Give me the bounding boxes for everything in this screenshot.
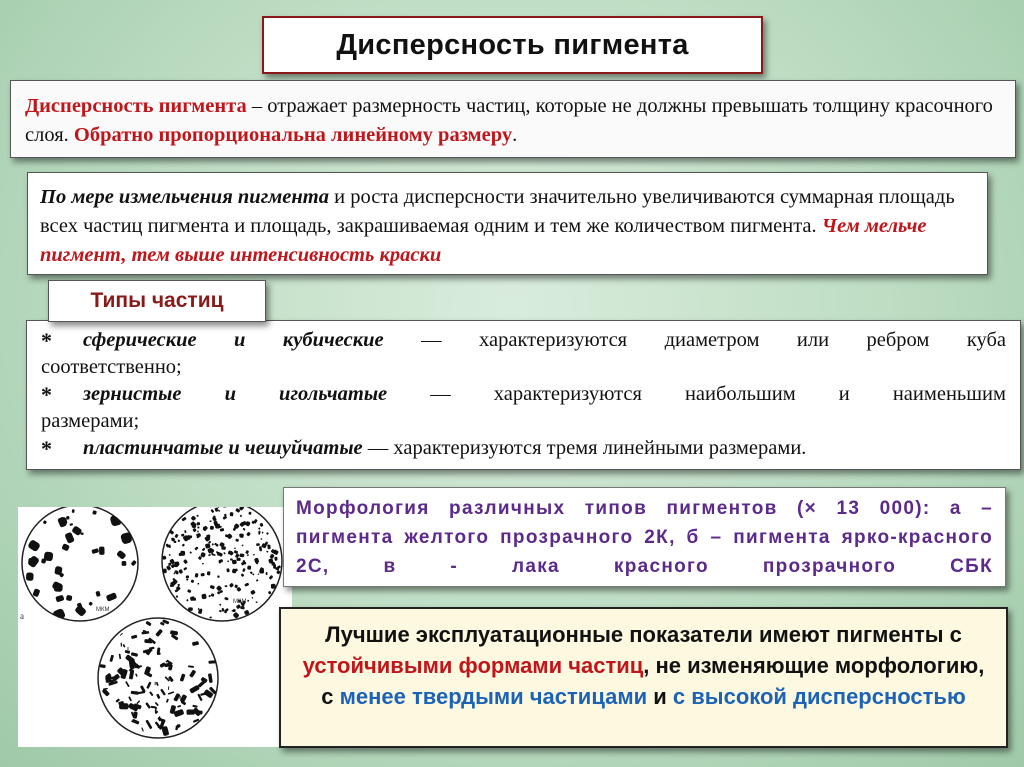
particle [99, 547, 105, 555]
particle [155, 682, 156, 685]
particle [66, 516, 70, 520]
particle [106, 680, 114, 683]
title-box [262, 16, 763, 74]
type-desc-cont: размерами; [41, 410, 140, 432]
type-name: сферические и кубические [83, 329, 384, 351]
grinding-text: и роста дисперсности значительно увеличиваются суммарная площадь всех частиц пигмента и площадь, закрашиваемая одним и тем же количеством пигмента. [40, 186, 955, 237]
definition-end: . [512, 124, 518, 146]
micrographs-image [18, 507, 292, 747]
particle [122, 561, 127, 566]
definition-highlight: Обратно пропорциональна линейному размеру [73, 124, 513, 146]
particle [186, 709, 195, 714]
particle [119, 703, 129, 709]
particle [258, 531, 260, 534]
particle [197, 531, 199, 533]
page-title: Дисперсность пигмента [336, 28, 689, 61]
particle-types-list [26, 320, 1021, 470]
grinding-box [27, 172, 988, 275]
type-desc-cont: соответственно; [41, 356, 182, 378]
morphology-caption-box [283, 487, 1006, 587]
conclusion-part-3: и [647, 684, 673, 709]
list-item [41, 381, 1006, 408]
conclusion-highlight-dispersion: с высокой дисперсностью [672, 684, 966, 709]
particle [168, 563, 171, 566]
bullet-icon: * [41, 436, 52, 461]
particle [243, 560, 245, 562]
particle [209, 617, 211, 619]
particle [181, 534, 184, 537]
particle [28, 558, 34, 564]
micrograph-c [98, 618, 218, 738]
bullet-icon: * [41, 328, 52, 353]
types-heading-box [48, 280, 266, 322]
micrograph-b [162, 507, 282, 621]
particle [188, 607, 193, 611]
type-desc: — характеризуются наибольшим и наименьшим [387, 383, 1006, 405]
particle [271, 584, 276, 589]
particle [192, 598, 196, 601]
particle [232, 560, 237, 565]
particle [26, 572, 34, 580]
type-name: зернистые и игольчатые [83, 383, 388, 405]
micrograph-a [20, 507, 138, 621]
pigment-micrographs-figure [18, 507, 292, 747]
particle [266, 572, 268, 575]
particle [274, 557, 277, 561]
definition-term: Дисперсность пигмента [25, 95, 247, 117]
scale-label-b: МКМ [233, 599, 247, 605]
morphology-caption: Морфология различных типов пигментов (× 13 000): а – пигмента желтого прозрачного 2К, б – пигмента ярко-красного 2С, в - лака красного прозрачного СБК [296, 498, 993, 577]
particle [128, 647, 129, 650]
particle [54, 583, 63, 592]
conclusion-highlight-soft: менее твердыми частицами [339, 684, 648, 709]
particle [157, 652, 161, 655]
types-heading: Типы частиц [90, 289, 224, 312]
conclusion-highlight-stable: устойчивыми формами частиц [302, 653, 644, 678]
particle [236, 558, 240, 561]
particle [109, 677, 114, 680]
definition-text: – отражает размерность частиц, которые не должны превышать толщину красочного слоя. [25, 95, 993, 146]
conclusion-box [279, 607, 1008, 748]
particle [174, 563, 178, 567]
list-item-text [83, 381, 1006, 408]
list-item-text [83, 327, 1006, 354]
scale-label-a: МКМ [96, 607, 110, 613]
particle [144, 639, 152, 643]
grinding-lead: По мере измельчения пигмента [40, 186, 329, 208]
particle [186, 575, 189, 578]
particle [186, 579, 188, 581]
particle [206, 535, 209, 538]
particle [224, 609, 227, 613]
particle [230, 512, 234, 516]
definition-box [10, 80, 1016, 158]
particle [267, 544, 269, 546]
particle [247, 566, 251, 570]
type-desc: — характеризуются диаметром или ребром куба [383, 329, 1006, 351]
particle [197, 583, 199, 585]
type-name: пластинчатые и чешуйчатые [83, 437, 363, 459]
particle [189, 535, 192, 538]
particle [253, 554, 255, 555]
conclusion-part-2: , не изменяющие морфологию, с [321, 653, 985, 709]
label-a: а [20, 611, 24, 621]
particle [171, 538, 173, 539]
list-item [41, 435, 1006, 462]
bullet-icon: * [41, 382, 52, 407]
particle [163, 569, 167, 574]
grinding-highlight: Чем мельче пигмент, тем выше интенсивность краски [40, 215, 927, 266]
particle [256, 543, 260, 546]
particle [259, 549, 262, 552]
list-item-text [83, 435, 1006, 462]
particle [217, 575, 219, 577]
list-item [41, 327, 1006, 354]
particle [178, 540, 180, 542]
type-desc: — характеризуются тремя линейными размерами. [362, 437, 807, 459]
conclusion-part-1: Лучшие эксплуатационные показатели имеют пигменты с [325, 622, 962, 647]
